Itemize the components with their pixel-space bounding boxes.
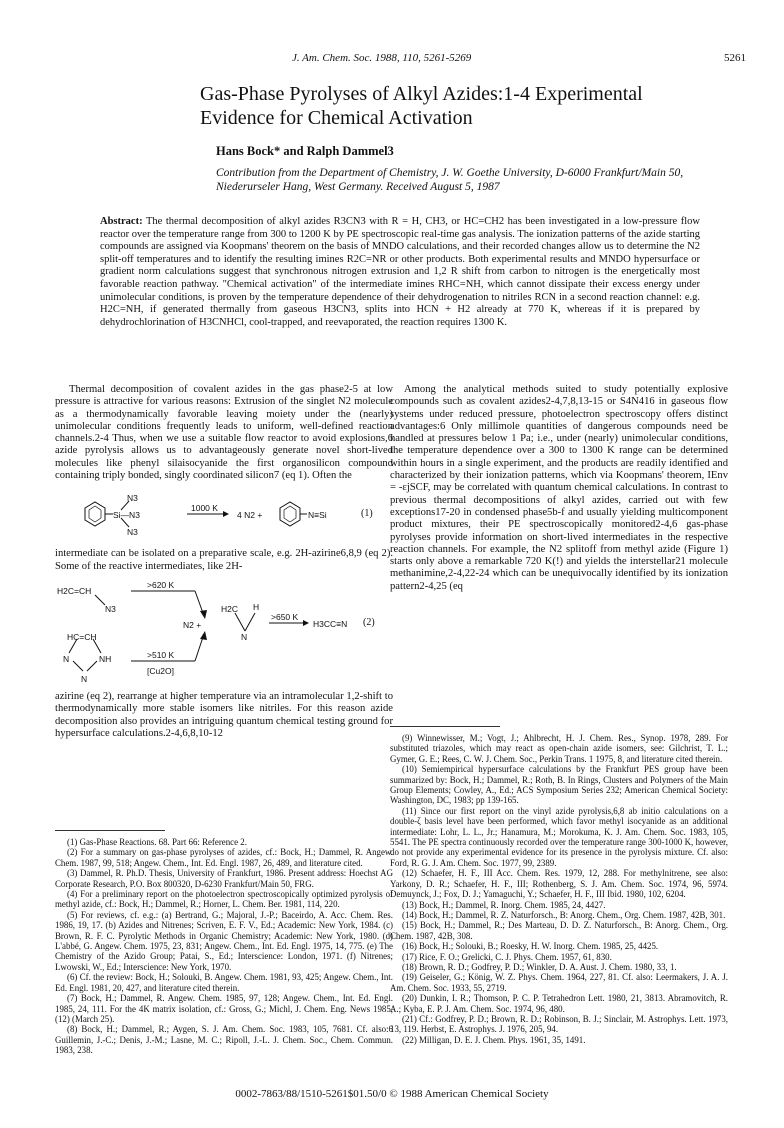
footnotes-right bbox=[390, 716, 728, 1045]
eq2-product: H3CC≡N bbox=[313, 618, 348, 629]
eq1-number: (1) bbox=[361, 508, 373, 520]
footnote: (1) Gas-Phase Reactions. 68. Part 66: Reference 2. bbox=[67, 837, 247, 847]
page-number: 5261 bbox=[724, 52, 746, 64]
eq2-condition-620: >620 K bbox=[147, 579, 175, 590]
eq1-n3-top: N3 bbox=[127, 493, 138, 504]
footnote: (19) Geiseler, G.; König, W. Z. Phys. Chem. 1964, 227, 81. Cf. also: Leermakers, J. A. J. Am. Chem. Soc. 1933, 55, 2719. bbox=[390, 972, 728, 993]
body-column-right bbox=[390, 384, 728, 593]
journal-reference: J. Am. Chem. Soc. 1988, 110, 5261-5269 bbox=[292, 52, 472, 64]
equation-1-scheme bbox=[55, 486, 393, 544]
eq2-start-vinyl: H2C=CH bbox=[57, 585, 92, 596]
footnote: (10) Semiempirical hypersurface calculations by the Frankfurt PES group have been summarized by: Bock, H.; Dammel, R.; Roth, B. In Rings, Clusters and Polymers of the Main Group Elements; Cowley, A., Ed.; ACS Symposium Series 232; American Chemical Society: Washington, DC, 1983; pp 139-165. bbox=[390, 764, 728, 806]
body-column-left bbox=[55, 384, 393, 740]
footnote-rule bbox=[390, 726, 500, 727]
footnote: (16) Bock, H.; Solouki, B.; Roesky, H. W. Inorg. Chem. 1985, 25, 4425. bbox=[402, 941, 659, 952]
abstract bbox=[100, 216, 700, 329]
footnotes-left bbox=[55, 820, 393, 1056]
equation-1-drawing bbox=[55, 486, 393, 544]
footnote: (11) Since our first report on the vinyl azide pyrolysis,6,8 ab initio calculations on a double-ζ basis level have been performed, which favor methyl isocyanide as an additional intermediate: Lohr, L. L., Jr.; Hanamura, M.; Morokuma, K. J. Am. Chem. Soc. 1983, 105, 5541. The PE spectra continuously recorded over the temperature range 300-1000 K, however, do not provide any experimental evidence for its presence in the pyrolysis mixture. Cf. also: Ford, R. G. J. Am. Chem. Soc. 1977, 99, 2389. bbox=[390, 805, 728, 868]
footnote: (18) Brown, R. D.; Godfrey, P. D.; Winkler, D. A. Aust. J. Chem. 1980, 33, 1. bbox=[402, 961, 677, 972]
footnote: (6) Cf. the review: Bock, H.; Solouki, B. Angew. Chem. 1981, 93, 425; Angew. Chem., Int. Ed. Engl. 1981, 20, 427, and literature cited therein. bbox=[55, 972, 393, 993]
footnote: (13) Bock, H.; Dammel, R. Inorg. Chem. 1985, 24, 4427. bbox=[402, 899, 606, 910]
footnote: (5) For reviews, cf. e.g.: (a) Bertrand, G.; Majoral, J.-P.; Baceirdo, A. Acc. Chem. Res. 1986, 19, 17. (b) Azides and Nitrenes; Scriven, E. F. V., Ed.; Academic: New York, 1984. (c) Brown, R. F. C. Pyrolytic Methods in Organic Chemistry; Academic: New York, 1980. (d) L'abbé, G. Angew. Chem. 1975, 23, 831; Angew. Chem., Int. Ed. Engl. 1975, 14, 775. (e) The Chemistry of the Azido Group; Patai, S., Ed.; Interscience: London, 1971. (f) Nitrenes; Lwowski, W., Ed.; Interscience: New York, 1970. bbox=[55, 909, 393, 972]
footnote: (14) Bock, H.; Dammel, R. Z. Naturforsch., B: Anorg. Chem., Org. Chem. 1987, 42B, 301. bbox=[402, 909, 726, 920]
footnote-rule bbox=[55, 830, 165, 831]
eq2-triazole-nh: NH bbox=[99, 653, 112, 664]
footnote: (22) Milligan, D. E. J. Chem. Phys. 1961, 35, 1491. bbox=[402, 1034, 586, 1045]
footnote: (15) Bock, H.; Dammel, R.; Des Marteau, D. D. Z. Naturforsch., B: Anorg. Chem., Org. Chem. 1987, 42B, 308. bbox=[390, 920, 728, 941]
eq2-triazole-n2: N bbox=[81, 673, 88, 684]
eq1-si-n3: Si—N3 bbox=[113, 510, 140, 521]
eq1-n3-bottom: N3 bbox=[127, 527, 138, 538]
eq2-number: (2) bbox=[363, 616, 375, 628]
equation-2-scheme bbox=[55, 577, 393, 687]
body-paragraph-3: azirine (eq 2), rearrange at higher temperature via an intramolecular 1,2-shift to thermodynamically more stable isomers like nitriles. For this reason azide decomposition also provides an intriguing quantum chemical testing ground for hypersurface calculations.2-4,6,8,10-12 bbox=[55, 690, 393, 739]
eq2-catalyst: [Cu2O] bbox=[147, 665, 174, 676]
body-paragraph-right-1: Among the analytical methods suited to study potentially explosive compounds such as covalent azides2-4,7,8,13-15 or S4N416 in gaseous flow systems under reduced pressure, photoelectron spectroscopy offers distinct advantages:6 Only millimole quantities of dangerous compounds need be handled at pressures below 1 Pa; i.e., under (nearly) unimolecular conditions, the temperature dependence over a 300 to 1300 K range can be determined within hours in a single experiment, and the products are readily identified and characterized by their ionization patterns, which via Koopmans' theorem, IEnv = -εjSCF, may be correlated with quantum chemical calculations. In contrast to previous thermal decompositions of alkyl azides, carried out with few exceptions17-20 in condensed phase5b-f and usually yielding multicomponent product mixtures, their PE spectroscopically monitored2-4,6 gas-phase pyrolyses provide information on short-lived intermediates in the respective reaction channels. For example, the N2 splitoff from methyl azide (Figure 1) starts only above a remarkable 720 K(!) and yields the interstellar21 molecule methanimine,2-4,22-24 which can be unequivocally identified by its ionization pattern2-4,25 (eq bbox=[390, 384, 728, 592]
footnote: (4) For a preliminary report on the photoelectron spectroscopically optimized pyrolysis of methyl azide, cf.: Bock, H.; Dammel, R.; Horner, L. Chem. Ber. 1981, 114, 220. bbox=[55, 889, 393, 910]
footnote: (20) Dunkin, I. R.; Thomson, P. C. P. Tetrahedron Lett. 1980, 21, 3813. Abramovitch, R. A.; Kyba, E. P. J. Am. Chem. Soc. 1974, 96, 480. bbox=[390, 993, 728, 1014]
body-paragraph-2: intermediate can be isolated on a preparative scale, e.g. 2H-azirine6,8,9 (eq 2). Some of the reactive intermediates, like 2H- bbox=[55, 548, 393, 572]
footnote: (21) Cf.: Godfrey, P. D.; Brown, R. D.; Robinson, B. J.; Sinclair, M. Astrophys. Lett. 1973, 13, 119. Herbst, E. Astrophys. J. 1976, 205, 94. bbox=[390, 1013, 728, 1035]
eq2-condition-510: >510 K bbox=[147, 649, 175, 660]
footnote: (12) Schaefer, H. F., III Acc. Chem. Res. 1979, 12, 288. For methylnitrene, see also: Yarkony, D. R.; Schaefer, H. F., III; Rothenberg, S. J. Am. Chem. Soc. 1974, 96, 5974. Demuynck, J.; Fox, D. J.; Yamaguchi, Y.; Schaefer, H. F., III Ibid. 1980, 102, 6204. bbox=[390, 868, 728, 900]
equation-2-drawing bbox=[55, 577, 393, 687]
eq2-azirine-h2c: H2C bbox=[221, 603, 239, 614]
article-authors: Hans Bock* and Ralph Dammel3 bbox=[216, 144, 394, 158]
footnote: (8) Bock, H.; Dammel, R.; Aygen, S. J. Am. Chem. Soc. 1983, 105, 7681. Cf. also:6 Guillemin, J.-C.; Denis, J.-M.; Lasne, M. C.; Ripoll, J.-L. J. Chem. Soc., Chem. Commun. 1983, 238. bbox=[55, 1024, 393, 1056]
eq2-azirine-n: N bbox=[241, 631, 248, 642]
eq2-condition-650: >650 K bbox=[271, 611, 299, 622]
eq2-azirine-h: H bbox=[253, 601, 260, 612]
eq1-condition: 1000 K bbox=[191, 503, 218, 514]
footnote: (9) Winnewisser, M.; Vogt, J.; Ahlbrecht, H. J. Chem. Res., Synop. 1978, 289. For substituted triazoles, which may react as open-chain azide isomers, see: Gilchrist, T. L.; Gymer, G. E.; Rees, C. W. J. Chem. Soc., Perkin Trans. 1 1975, 8, and literature cited therein. bbox=[390, 733, 728, 764]
eq1-product-nsi: N≡Si bbox=[308, 510, 327, 521]
eq2-start-n3: N3 bbox=[105, 603, 116, 614]
body-paragraph-1: Thermal decomposition of covalent azides in the gas phase2-5 at low pressure is attractive for various reasons: Extrusion of the singlet N2 molecule as a thermodynamically favorable leaving moiety under the (nearly) unimolecular conditions frequently leads to uniform, well-defined reaction channels.2-4 Thus, when we use a suitable flow reactor to avoid explosions,6 azide pyrolysis allows us to advantageously generate novel short-lived molecules like phenyl silaisocyanide the first organosilicon compound containing triply bonded, singly coordinated silicon7 (eq 1). Often the bbox=[55, 384, 393, 482]
abstract-text: The thermal decomposition of alkyl azides R3CN3 with R = H, CH3, or HC=CH2 has been investigated in a low-pressure flow reactor over the temperature range from 300 to 1200 K by PE spectroscopic real-time gas analysis. The ionization patterns of the azide starting compounds are assigned via Koopmans' theorem on the basis of MNDO calculations, and their recorded changes allow us to determine the N2 split-off temperatures and to identify the resulting imines R2C=NR or other products. Both experimental results and MNDO hypersurface or gradient norm calculations suggest that synchronous nitrogen extrusion and 1,2 R shift from carbon to nitrogen is the energetically most favorable reaction pathway. "Chemical activation" of the intermediate imines RHC=NH, which cannot dissipate their excess energy under unimolecular conditions, is proven by the temperature dependence of their dehydrogenation to nitriles RCN in a second reaction channel: e.g. H2C=NH, if generated thermally from gaseous H3CN3, splits into HCN + H2 already at 770 K, whereas if it is prepared by dehydrochlorination of H3CNHCl, cool-trapped, and reevaporated, the reaction requires 1300 K. bbox=[100, 216, 700, 328]
abstract-label: Abstract: bbox=[100, 216, 143, 227]
eq2-triazole-hc: HC=CH bbox=[67, 631, 97, 642]
eq2-triazole-n: N bbox=[63, 653, 70, 664]
footnote: (17) Rice, F. O.; Grelicki, C. J. Phys. Chem. 1957, 61, 830. bbox=[402, 951, 612, 962]
eq2-n2-plus: N2 + bbox=[183, 619, 202, 630]
article-title: Gas-Phase Pyrolyses of Alkyl Azides:1-4 Experimental Evidence for Chemical Activation bbox=[200, 83, 643, 129]
footnote: (7) Bock, H.; Dammel, R. Angew. Chem. 1985, 97, 128; Angew. Chem., Int. Ed. Engl. 1985, 24, 111. For the 4K matrix isolation, cf.: Gross, G.; Michl, J. Chem. Eng. News 1985, (12) (March 25). bbox=[55, 993, 393, 1024]
article-affiliation: Contribution from the Department of Chemistry, J. W. Goethe University, D-6000 Frankfurt/Main 50, Niederurseler Hang, West Germany. Received August 5, 1987 bbox=[216, 167, 684, 193]
footnote: (2) For a summary on gas-phase pyrolyses of azides, cf.: Bock, H.; Dammel, R. Angew. Chem. 1987, 99, 518; Angew. Chem., Int. Ed. Engl. 1987, 26, 489, and literature cited. bbox=[55, 847, 393, 868]
eq1-product-n2: 4 N2 + bbox=[237, 510, 263, 521]
copyright-line: 0002-7863/88/1510-5261$01.50/0 © 1988 American Chemical Society bbox=[235, 1088, 549, 1100]
footnote: (3) Dammel, R. Ph.D. Thesis, University of Frankfurt, 1986. Present address: Hoechst AG Corporate Research, P.O. Box 800320, D-6230 Frankfurt/Main 50, FRG. bbox=[55, 868, 393, 889]
